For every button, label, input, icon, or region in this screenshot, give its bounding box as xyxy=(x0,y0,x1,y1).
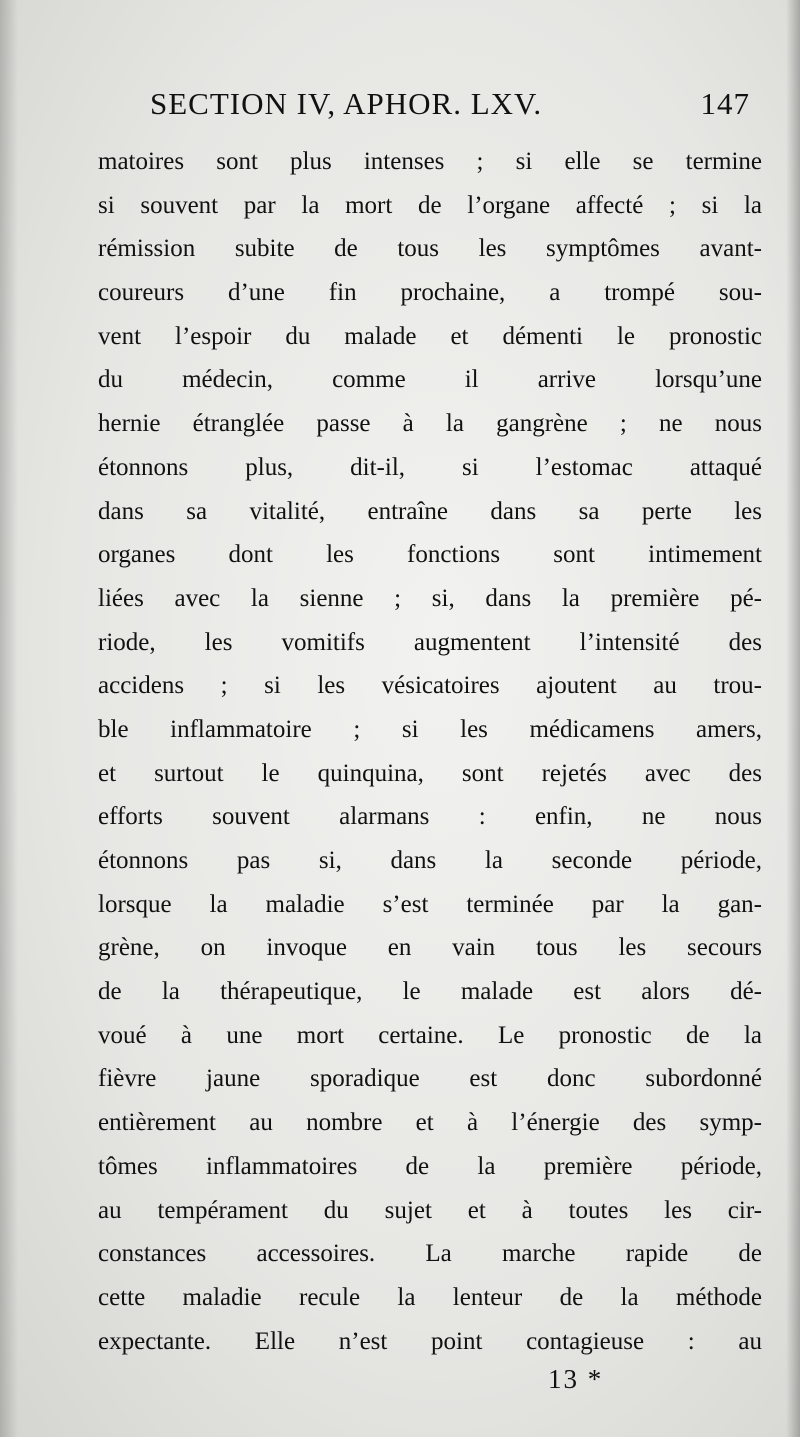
text-line: voué à une mort certaine. Le pronostic de la xyxy=(98,1021,762,1049)
text-line: cette maladie recule la lenteur de la méthode xyxy=(98,1283,762,1311)
body-text xyxy=(98,140,762,1363)
text-line: riode, les vomitifs augmentent l’intensité des xyxy=(98,628,762,656)
running-head: SECTION IV, APHOR. LXV. xyxy=(150,86,543,121)
text-line: ble inflammatoire ; si les médicamens amers, xyxy=(98,715,762,743)
text-line: coureurs d’une fin prochaine, a trompé sou- xyxy=(98,279,762,307)
text-line: au tempérament du sujet et à toutes les cir- xyxy=(98,1196,762,1224)
text-line: expectante. Elle n’est point contagieuse : au xyxy=(98,1327,762,1355)
text-line: fièvre jaune sporadique est donc subordonné xyxy=(98,1065,762,1093)
text-line: hernie étranglée passe à la gangrène ; ne nous xyxy=(98,410,762,438)
text-line: si souvent par la mort de l’organe affecté ; si la xyxy=(98,191,762,219)
text-line: matoires sont plus intenses ; si elle se termine xyxy=(98,148,762,175)
text-line: étonnons plus, dit-il, si l’estomac attaqué xyxy=(98,453,762,481)
text-line: tômes inflammatoires de la première période, xyxy=(98,1152,762,1180)
page-number: 147 xyxy=(700,86,750,121)
page-shadow-left xyxy=(0,0,18,1437)
text-line: efforts souvent alarmans : enfin, ne nous xyxy=(98,803,762,831)
text-line: accidens ; si les vésicatoires ajoutent au trou- xyxy=(98,672,762,700)
text-line: organes dont les fonctions sont intimement xyxy=(98,541,762,569)
text-line: constances accessoires. La marche rapide de xyxy=(98,1240,762,1268)
text-line: lorsque la maladie s’est terminée par la gan- xyxy=(98,890,762,918)
text-line: rémission subite de tous les symptômes avant- xyxy=(98,235,762,263)
page-header xyxy=(150,86,750,122)
text-line: dans sa vitalité, entraîne dans sa perte les xyxy=(98,497,762,525)
text-line: liées avec la sienne ; si, dans la première pé- xyxy=(98,584,762,612)
text-line: grène, on invoque en vain tous les secours xyxy=(98,934,762,962)
text-line: étonnons pas si, dans la seconde période, xyxy=(98,847,762,874)
text-line: du médecin, comme il arrive lorsqu’une xyxy=(98,366,762,394)
text-line: vent l’espoir du malade et démenti le pronostic xyxy=(98,322,762,350)
text-line: de la thérapeutique, le malade est alors dé- xyxy=(98,978,762,1006)
signature-mark: 13 * xyxy=(548,1364,604,1394)
text-line: entièrement au nombre et à l’énergie des symp- xyxy=(98,1109,762,1137)
text-line: et surtout le quinquina, sont rejetés avec des xyxy=(98,759,762,787)
page-shadow-right xyxy=(786,0,800,1437)
